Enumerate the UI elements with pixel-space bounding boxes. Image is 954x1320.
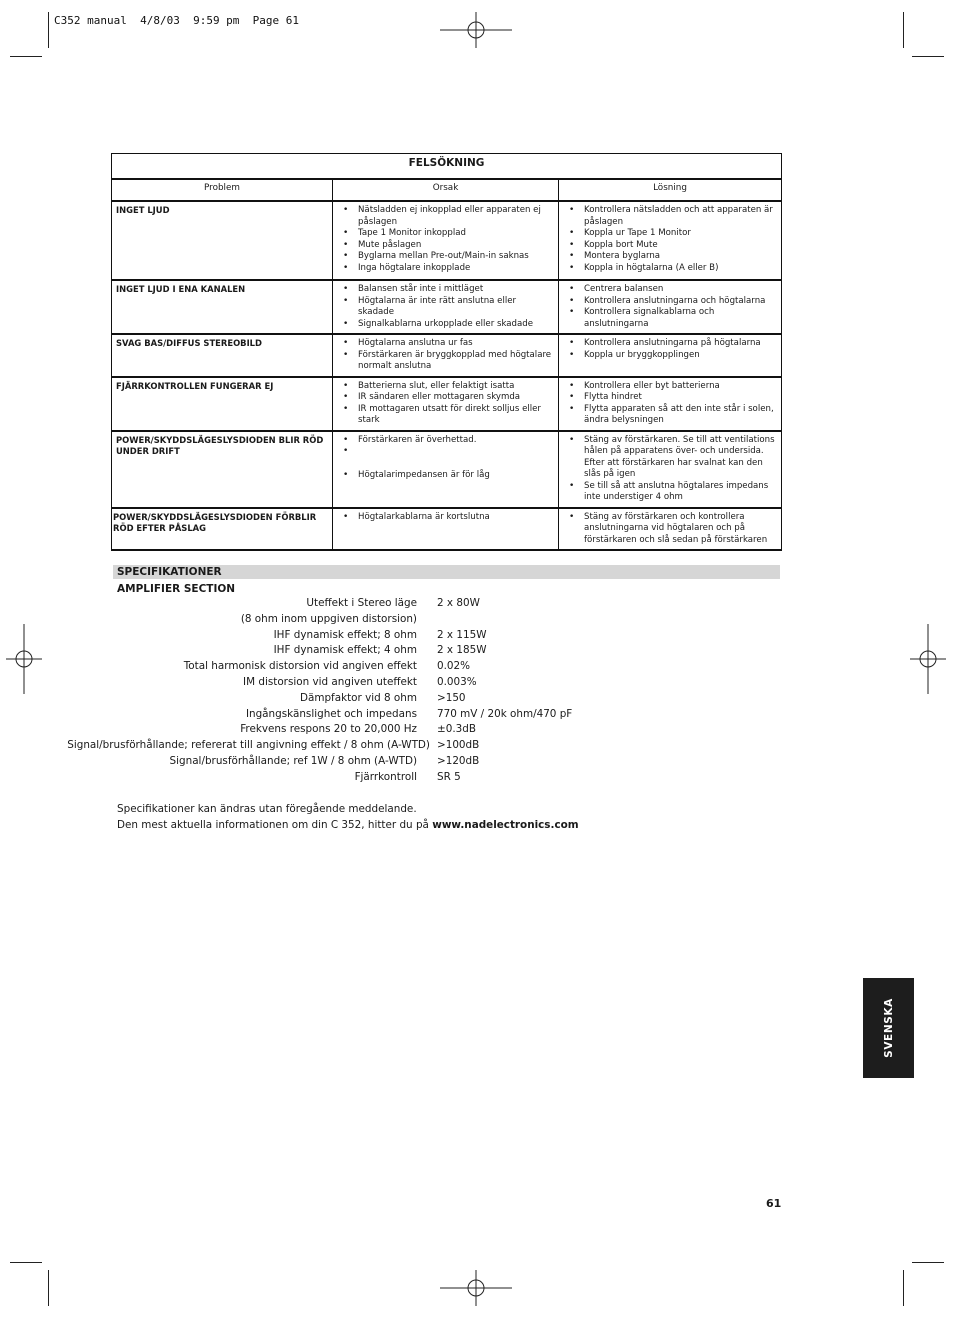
cause-cell bbox=[333, 334, 559, 377]
cause-cell bbox=[333, 201, 559, 280]
problem-cell: FJÄRRKONTROLLEN FUNGERAR EJ bbox=[112, 377, 333, 431]
list-item: • Mute påslagen bbox=[358, 240, 554, 252]
list-item: • Balansen står inte i mittläget bbox=[358, 284, 554, 296]
spec-row bbox=[0, 708, 954, 724]
table-title: FELSÖKNING bbox=[112, 154, 782, 180]
list-item: • Koppla in högtalarna (A eller B) bbox=[584, 263, 777, 275]
spec-label: Total harmonisk distorsion vid angiven effekt bbox=[183, 660, 417, 673]
table-row bbox=[112, 377, 782, 431]
spec-change-note: Specifikationer kan ändras utan föregående meddelande. bbox=[117, 803, 417, 815]
cause-cell bbox=[333, 377, 559, 431]
list-item: • Signalkablarna urkopplade eller skadade bbox=[358, 319, 554, 331]
spec-value: >120dB bbox=[437, 754, 480, 767]
table-row bbox=[112, 280, 782, 334]
spec-row bbox=[0, 755, 954, 771]
list-item: • Nätsladden ej inkopplad eller apparaten ej påslagen bbox=[358, 205, 554, 228]
spec-value: 0.003% bbox=[437, 675, 477, 688]
problem-cell: INGET LJUD bbox=[112, 201, 333, 280]
spec-label: IM distorsion vid angiven uteffekt bbox=[243, 675, 417, 688]
amplifier-section-heading: AMPLIFIER SECTION bbox=[117, 583, 236, 595]
problem-cell: POWER/SKYDDSLÄGESLYSDIODEN FÖRBLIR RÖD EFTER PÅSLAG bbox=[112, 508, 333, 551]
spec-label: IHF dynamisk effekt; 4 ohm bbox=[273, 644, 417, 657]
language-tab bbox=[863, 978, 914, 1078]
list-item: • Flytta hindret bbox=[584, 392, 777, 404]
print-slug: C352 manual 4/8/03 9:59 pm Page 61 bbox=[54, 14, 300, 27]
list-item: • IR mottagaren utsatt för direkt solljus eller stark bbox=[358, 404, 554, 427]
spec-label: Dämpfaktor vid 8 ohm bbox=[299, 691, 417, 704]
solution-cell bbox=[559, 508, 782, 551]
spec-label: (8 ohm inom uppgiven distorsion) bbox=[240, 612, 417, 625]
table-row bbox=[112, 508, 782, 551]
table-row bbox=[112, 334, 782, 377]
spec-value: 770 mV / 20k ohm/470 pF bbox=[437, 707, 573, 720]
problem-cell: POWER/SKYDDSLÄGESLYSDIODEN BLIR RÖD UNDER DRIFT bbox=[112, 431, 333, 508]
list-item: • Flytta apparaten så att den inte står i solen, ändra belysningen bbox=[584, 404, 777, 427]
list-item: • Centrera balansen bbox=[584, 284, 777, 296]
spec-row bbox=[0, 644, 954, 660]
cause-cell bbox=[333, 508, 559, 551]
spec-label: Uteffekt i Stereo läge bbox=[306, 597, 417, 609]
list-item: • Inga högtalare inkopplade bbox=[358, 263, 554, 275]
list-item: • Tape 1 Monitor inkopplad bbox=[358, 228, 554, 240]
registration-mark-bottom bbox=[440, 1270, 512, 1306]
table-row bbox=[112, 201, 782, 280]
list-item: • Kontrollera anslutningarna på högtalarna bbox=[584, 338, 777, 350]
list-item: • Stäng av förstärkaren. Se till att ventilations hålen på apparatens över- och undersida. Efter att förstärkaren har svalnat kan den slås på igen bbox=[584, 435, 777, 481]
spec-value: 2 x 80W bbox=[437, 597, 480, 609]
column-header-problem: Problem bbox=[112, 179, 333, 201]
spec-row bbox=[0, 676, 954, 692]
solution-cell bbox=[559, 377, 782, 431]
troubleshooting-table bbox=[111, 153, 782, 551]
problem-cell: INGET LJUD I ENA KANALEN bbox=[112, 280, 333, 334]
list-item: • Högtalarkablarna är kortslutna bbox=[358, 512, 554, 524]
spec-value: 2 x 115W bbox=[437, 628, 487, 641]
website-link[interactable]: www.nadelectronics.com bbox=[432, 819, 579, 831]
spec-label: Frekvens respons 20 to 20,000 Hz bbox=[240, 723, 417, 736]
spec-row bbox=[0, 771, 954, 787]
spec-row bbox=[0, 723, 954, 739]
list-item: • Byglarna mellan Pre-out/Main-in saknas bbox=[358, 251, 554, 263]
list-item: • Batterierna slut, eller felaktigt isatta bbox=[358, 381, 554, 393]
list-item: • Högtalarna anslutna ur fas bbox=[358, 338, 554, 350]
list-item: • Kontrollera nätsladden och att apparaten är påslagen bbox=[584, 205, 777, 228]
spec-row bbox=[0, 597, 954, 613]
spec-value: ±0.3dB bbox=[437, 723, 476, 736]
table-row bbox=[112, 431, 782, 508]
solution-cell bbox=[559, 431, 782, 508]
spec-label: Ingångskänslighet och impedans bbox=[245, 707, 417, 720]
spec-value: SR 5 bbox=[437, 770, 461, 783]
spec-row bbox=[0, 629, 954, 645]
cause-cell bbox=[333, 280, 559, 334]
page-number: 61 bbox=[766, 1197, 782, 1210]
spec-value: >100dB bbox=[437, 739, 480, 752]
solution-cell bbox=[559, 334, 782, 377]
list-item: • Högtalarimpedansen är för låg bbox=[358, 470, 554, 482]
spec-row bbox=[0, 613, 954, 629]
spec-label: Signal/brusförhållande; refererat till angivning effekt / 8 ohm (A-WTD) bbox=[67, 739, 430, 752]
list-item: • Koppla bort Mute bbox=[584, 240, 777, 252]
website-note bbox=[117, 819, 579, 831]
spec-row bbox=[0, 660, 954, 676]
problem-cell: SVAG BAS/DIFFUS STEREOBILD bbox=[112, 334, 333, 377]
list-item: • Se till så att anslutna högtalares impedans inte understiger 4 ohm bbox=[584, 481, 777, 504]
list-item: • Stäng av förstärkaren och kontrollera anslutningarna vid högtalaren och på förstärkaren och slå sedan på förstärkaren bbox=[584, 512, 777, 547]
language-tab-label: SVENSKA bbox=[882, 998, 895, 1058]
list-item: • Montera byglarna bbox=[584, 251, 777, 263]
specifications-heading: SPECIFIKATIONER bbox=[113, 565, 780, 579]
list-item: • Kontrollera eller byt batterierna bbox=[584, 381, 777, 393]
registration-mark-top bbox=[440, 12, 512, 48]
list-item: • Förstärkaren är överhettad. bbox=[358, 435, 554, 447]
solution-cell bbox=[559, 201, 782, 280]
cause-cell bbox=[333, 431, 559, 508]
spacer bbox=[358, 446, 554, 458]
column-header-cause: Orsak bbox=[333, 179, 559, 201]
spec-label: Signal/brusförhållande; ref 1W / 8 ohm (A-WTD) bbox=[169, 754, 417, 767]
specifications-list bbox=[0, 597, 954, 787]
list-item: • IR sändaren eller mottagaren skymda bbox=[358, 392, 554, 404]
column-header-solution: Lösning bbox=[559, 179, 782, 201]
list-item: • Högtalarna är inte rätt anslutna eller skadade bbox=[358, 296, 554, 319]
list-item: • Kontrollera anslutningarna och högtalarna bbox=[584, 296, 777, 308]
spec-value: 0.02% bbox=[437, 660, 471, 673]
list-item: • Kontrollera signalkablarna och anslutningarna bbox=[584, 307, 777, 330]
spec-row bbox=[0, 692, 954, 708]
spec-value: >150 bbox=[437, 691, 466, 704]
solution-cell bbox=[559, 280, 782, 334]
list-item: • Koppla ur bryggkopplingen bbox=[584, 350, 777, 362]
website-note-text: Den mest aktuella informationen om din C 352, hitter du på bbox=[117, 819, 433, 831]
spec-value: 2 x 185W bbox=[437, 644, 487, 657]
spec-row bbox=[0, 739, 954, 755]
list-item: • Koppla ur Tape 1 Monitor bbox=[584, 228, 777, 240]
list-item: • Förstärkaren är bryggkopplad med högtalare normalt anslutna bbox=[358, 350, 554, 373]
spec-label: Fjärrkontroll bbox=[354, 770, 417, 783]
spec-label: IHF dynamisk effekt; 8 ohm bbox=[273, 628, 417, 641]
